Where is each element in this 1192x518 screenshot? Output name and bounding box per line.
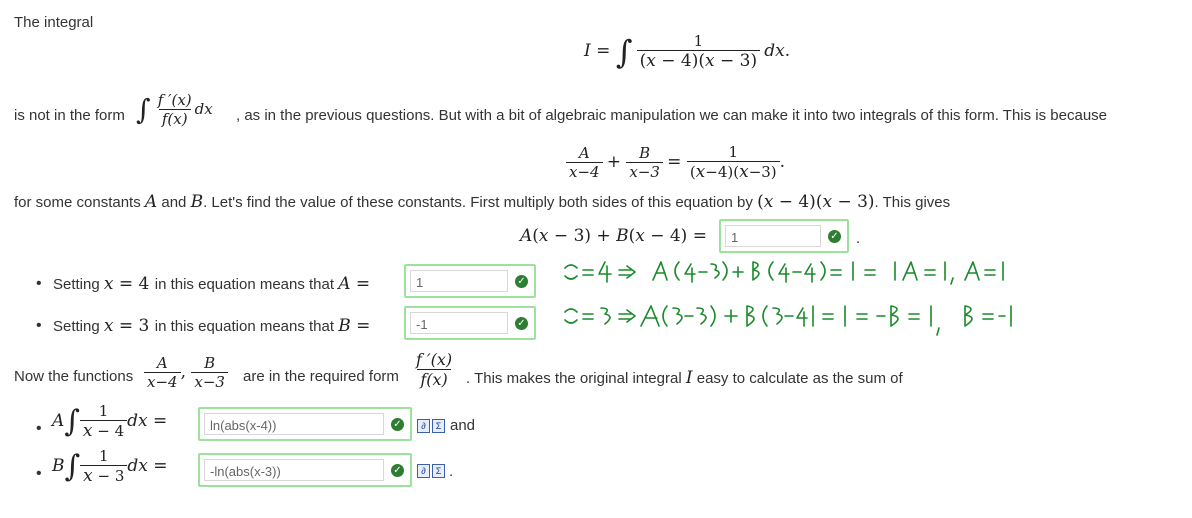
intro-text: The integral (14, 14, 94, 31)
and-text: and (450, 417, 476, 434)
not-form-text: is not in the form (14, 107, 125, 124)
formula-editor-icon[interactable]: ∂ (417, 419, 430, 433)
a-answer-box (404, 264, 536, 298)
constants-line: for some constants A and B. Let's find the value of these constants. First multiply both sides of this equation by (x − 4)(x − 3). This gives (14, 192, 951, 212)
integral-b-expression: B∫ $\frac{1}{x - 3}$ dx = (52, 447, 168, 486)
check-icon: ✓ (828, 230, 841, 243)
integral-a-answer-box (198, 407, 412, 441)
formula-editor-icon[interactable]: ∂ (417, 464, 430, 478)
bullet: • (36, 275, 42, 292)
lhs-answer-input[interactable]: 1 (725, 225, 821, 247)
integral-equation: I = ∫ $\frac{1}{(x - 4)(x - 3)}$ dx. (584, 32, 791, 72)
check-icon: ✓ (515, 317, 528, 330)
integral-a-expression: A∫ $\frac{1}{x - 4}$ dx = (52, 402, 168, 441)
now-functions-text: Now the functions (14, 368, 134, 385)
integral-a-answer-input[interactable]: ln(abs(x-4)) (204, 413, 384, 435)
period-2: . (449, 463, 454, 480)
check-icon: ✓ (515, 275, 528, 288)
fprime-over-f-integral: ∫ $\frac{f '(x)}{f(x)}$ dx (136, 91, 213, 128)
bullet: • (36, 420, 42, 437)
handwritten-working (555, 258, 1155, 348)
expanded-equation: A(x − 3) + B(x − 4) = (520, 226, 707, 246)
makes-original-line: . This makes the original integral I easy to calculate as the sum of (466, 368, 903, 388)
check-icon: ✓ (391, 464, 404, 477)
partial-fraction-equation: $\frac{A}{x-4}$ + $\frac{B}{x-3}$ = $\frac{1}{(x-4)(x-3)}$ . (566, 144, 785, 182)
check-icon: ✓ (391, 418, 404, 431)
previous-text: , as in the previous questions. But with a bit of algebraic manipulation we can make it into two integrals of this form. This is because (236, 107, 1108, 124)
bullet: • (36, 317, 42, 334)
lhs-answer-box (719, 219, 849, 253)
b-answer-box (404, 306, 536, 340)
sigma-symbol-icon[interactable]: Σ (432, 464, 445, 478)
setting-x3-text: Setting x = 3 in this equation means that B = (53, 316, 371, 336)
setting-x4-text: Setting x = 4 in this equation means that A = (53, 274, 371, 294)
functions-fractions: $\frac{A}{x-4}$ , $\frac{B}{x-3}$ (144, 355, 228, 391)
required-form-text: are in the required form (243, 368, 399, 385)
sigma-symbol-icon[interactable]: Σ (432, 419, 445, 433)
fprime-over-f: $\frac{f '(x)}{f(x)}$ (416, 350, 453, 389)
integral-b-answer-input[interactable]: -ln(abs(x-3)) (204, 459, 384, 481)
b-answer-input[interactable]: -1 (410, 312, 508, 334)
a-answer-input[interactable]: 1 (410, 270, 508, 292)
period-1: . (856, 230, 861, 247)
bullet: • (36, 465, 42, 482)
integral-b-answer-box (198, 453, 412, 487)
